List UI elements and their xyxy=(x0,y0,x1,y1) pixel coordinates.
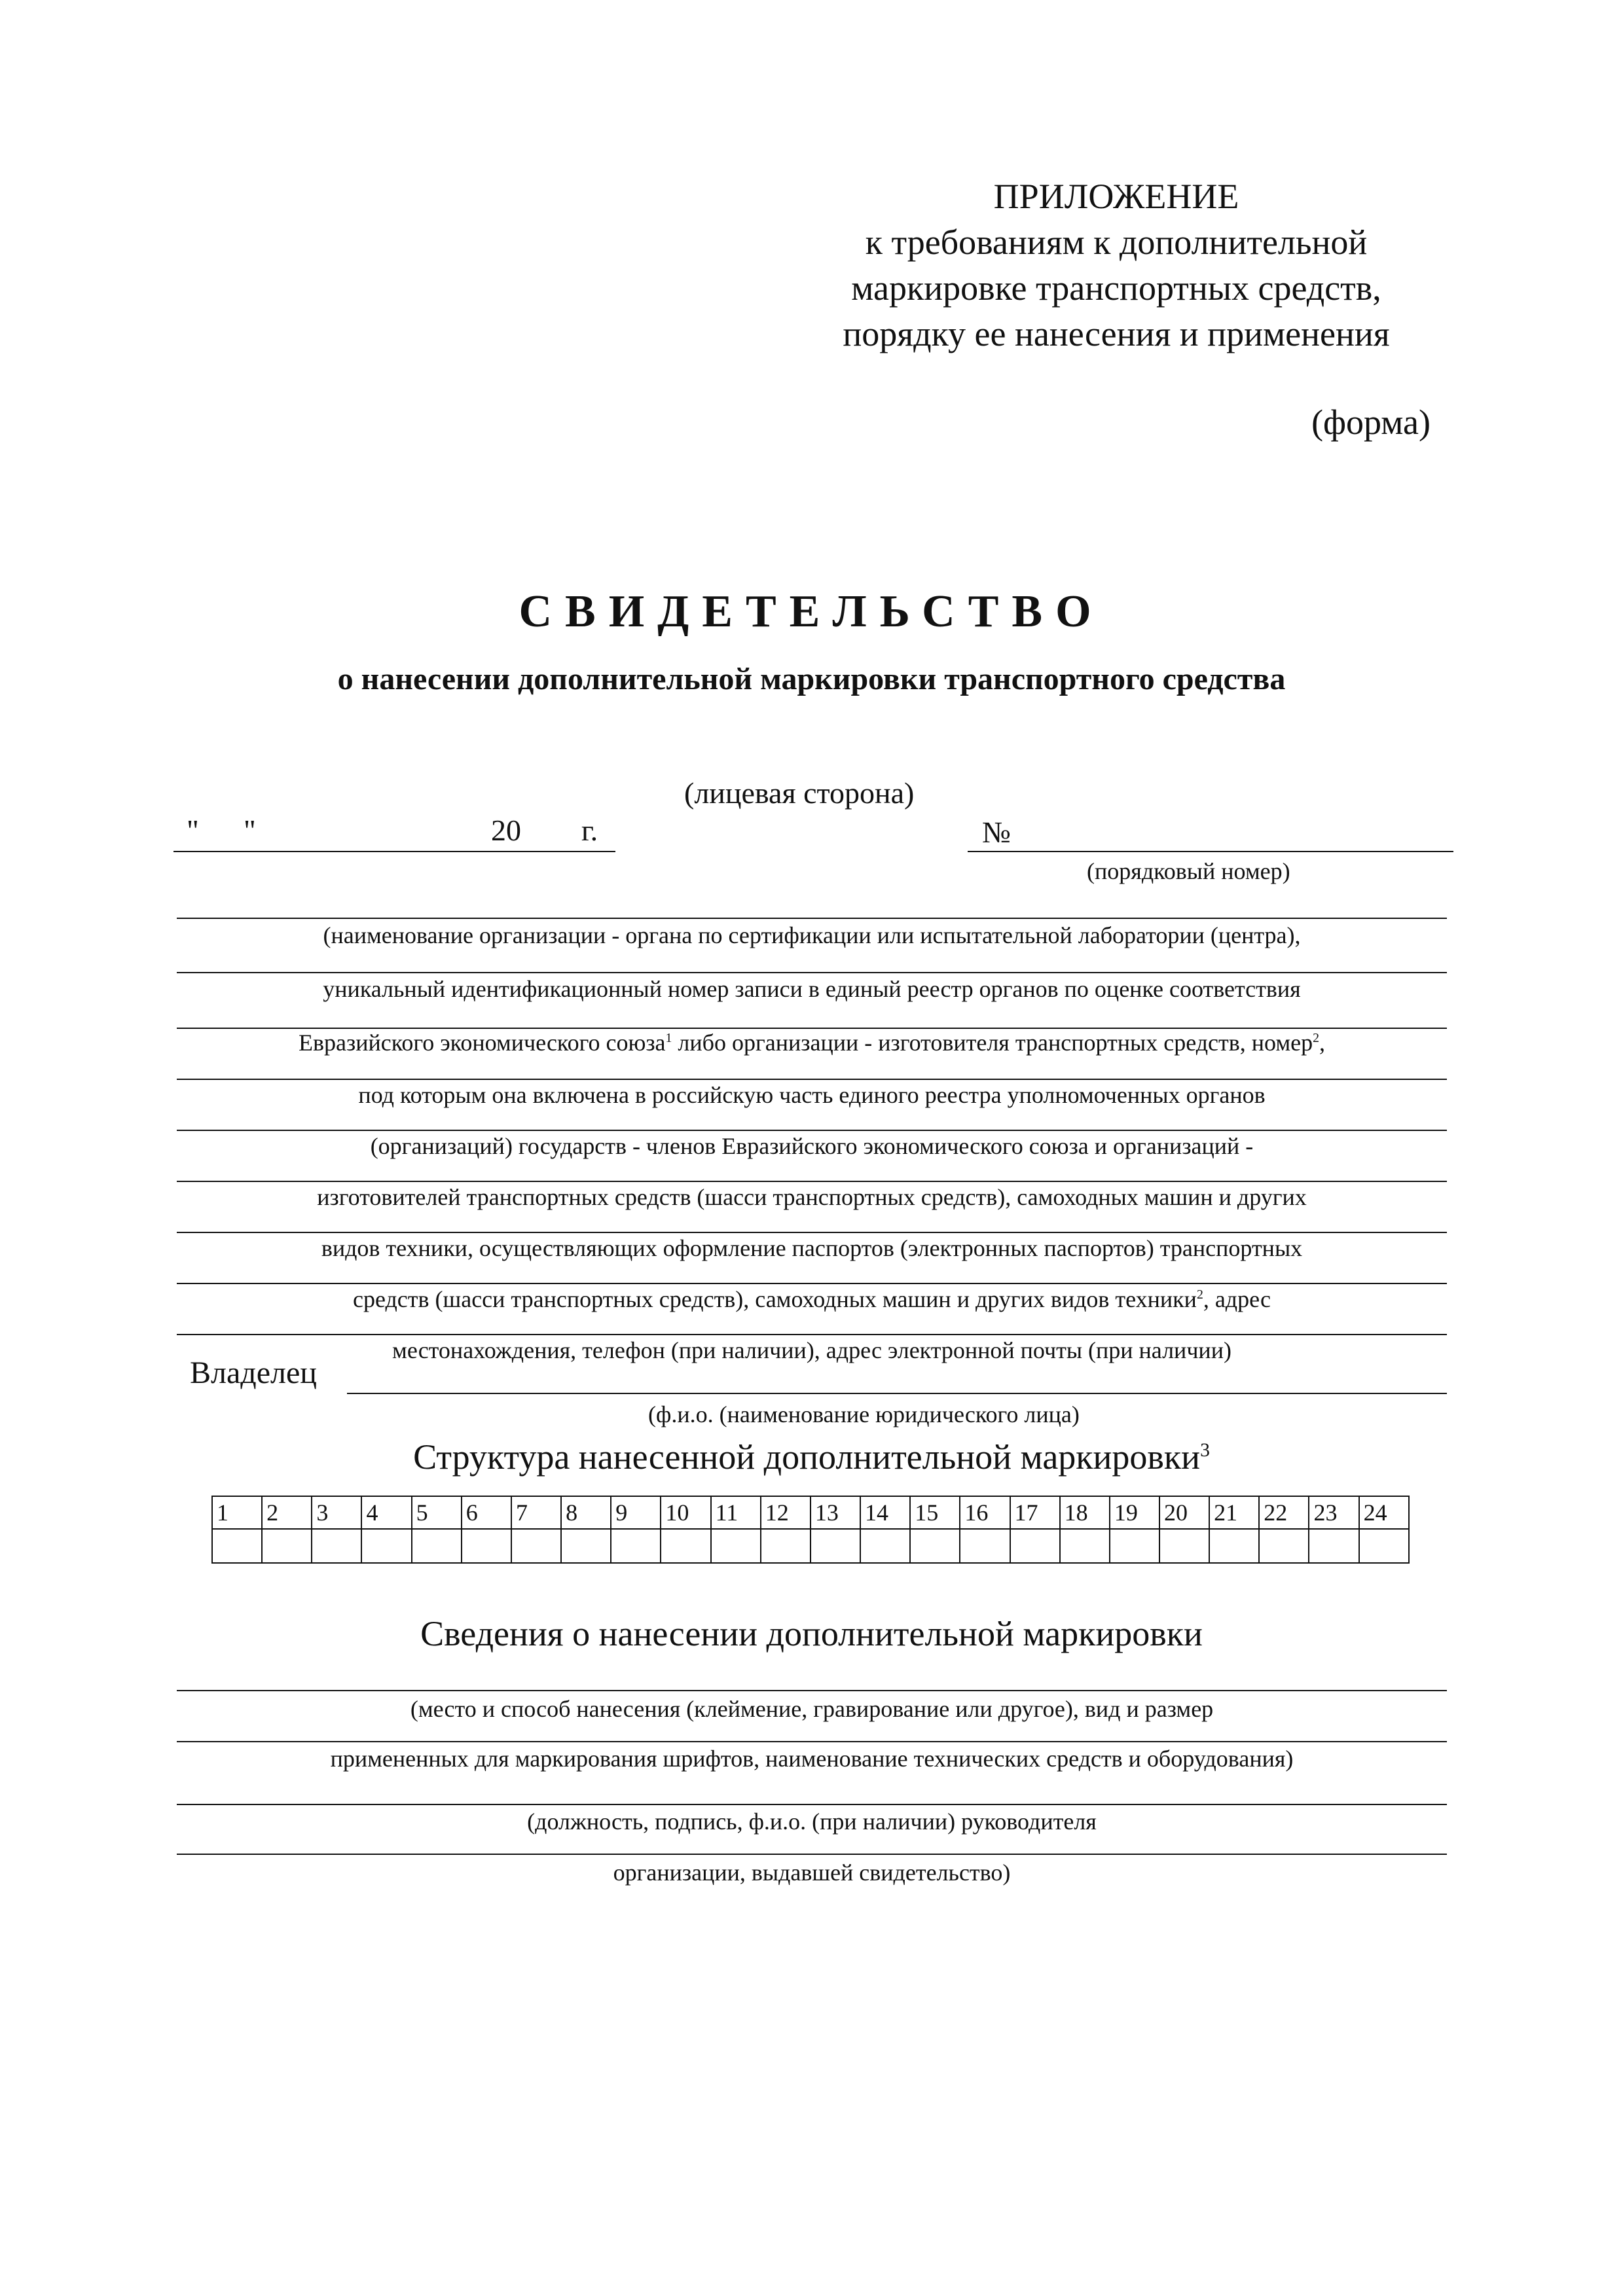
structure-column-number: 17 xyxy=(1010,1496,1060,1529)
signature-line-2[interactable] xyxy=(177,1854,1447,1855)
caption-8a: средств (шасси транспортных средств), самоходных машин и других видов техники xyxy=(353,1286,1197,1312)
appendix-line-1: к требованиям к дополнительной xyxy=(865,223,1368,262)
structure-column-number: 3 xyxy=(312,1496,361,1529)
structure-cell-input[interactable] xyxy=(511,1529,561,1563)
number-sign: № xyxy=(982,816,1011,849)
organization-caption-3 xyxy=(177,1029,1447,1056)
structure-cell-input[interactable] xyxy=(561,1529,611,1563)
structure-cell-input[interactable] xyxy=(312,1529,361,1563)
organization-caption-4: под которым она включена в российскую часть единого реестра уполномоченных органов xyxy=(358,1082,1266,1108)
owner-line[interactable] xyxy=(347,1393,1447,1394)
structure-column-number: 2 xyxy=(262,1496,312,1529)
footnote-ref-1: 1 xyxy=(665,1031,672,1045)
structure-cell-input[interactable] xyxy=(611,1529,661,1563)
structure-column-number: 4 xyxy=(361,1496,411,1529)
structure-cell-input[interactable] xyxy=(860,1529,910,1563)
structure-cell-input[interactable] xyxy=(1359,1529,1409,1563)
structure-column-number: 10 xyxy=(661,1496,710,1529)
structure-cell-input[interactable] xyxy=(212,1529,262,1563)
date-line[interactable] xyxy=(173,851,615,852)
organization-caption-6: изготовителей транспортных средств (шасси транспортных средств), самоходных машин и других xyxy=(317,1184,1307,1210)
info-caption-1: (место и способ нанесения (клеймение, гравирование или другое), вид и размер xyxy=(410,1696,1214,1722)
structure-column-number: 12 xyxy=(761,1496,811,1529)
appendix-line-3: порядку ее нанесения и применения xyxy=(843,314,1390,353)
organization-caption-5: (организаций) государств - членов Евразийского экономического союза и организаций - xyxy=(370,1133,1254,1159)
structure-column-number: 20 xyxy=(1159,1496,1209,1529)
info-line-2[interactable] xyxy=(177,1741,1447,1742)
structure-cell-input[interactable] xyxy=(811,1529,860,1563)
form-label: (форма) xyxy=(1311,403,1431,442)
number-line[interactable] xyxy=(968,851,1453,852)
appendix-header xyxy=(812,173,1421,357)
structure-cell-input[interactable] xyxy=(462,1529,511,1563)
structure-cell-input[interactable] xyxy=(1309,1529,1359,1563)
structure-header-row xyxy=(212,1496,1409,1529)
owner-label: Владелец xyxy=(190,1355,317,1390)
organization-line-9[interactable] xyxy=(177,1334,1447,1335)
info-caption-4: организации, выдавшей свидетельство) xyxy=(613,1859,1011,1886)
structure-column-number: 13 xyxy=(811,1496,860,1529)
structure-cell-input[interactable] xyxy=(1010,1529,1060,1563)
organization-caption-9: местонахождения, телефон (при наличии), адрес электронной почты (при наличии) xyxy=(392,1337,1231,1363)
number-caption: (порядковый номер) xyxy=(1087,858,1290,884)
signature-line[interactable] xyxy=(177,1804,1447,1805)
appendix-heading: ПРИЛОЖЕНИЕ xyxy=(993,177,1239,216)
organization-caption-7: видов техники, осуществляющих оформление паспортов (электронных паспортов) транспортных xyxy=(321,1235,1303,1261)
structure-column-number: 22 xyxy=(1259,1496,1309,1529)
side-label: (лицевая сторона) xyxy=(684,776,915,810)
appendix-line-2: маркировке транспортных средств, xyxy=(851,268,1381,308)
caption-3b: либо организации - изготовителя транспортных средств, номер xyxy=(678,1030,1313,1056)
organization-caption-1: (наименование организации - органа по сертификации или испытательной лаборатории (центра), xyxy=(323,922,1301,948)
structure-column-number: 8 xyxy=(561,1496,611,1529)
structure-cell-input[interactable] xyxy=(910,1529,960,1563)
structure-input-row xyxy=(212,1529,1409,1563)
organization-line-5[interactable] xyxy=(177,1130,1447,1131)
structure-column-number: 5 xyxy=(412,1496,462,1529)
footnote-ref-3: 3 xyxy=(1200,1440,1210,1461)
structure-cell-input[interactable] xyxy=(361,1529,411,1563)
caption-3a: Евразийского экономического союза xyxy=(299,1030,666,1056)
structure-cell-input[interactable] xyxy=(1110,1529,1159,1563)
structure-column-number: 1 xyxy=(212,1496,262,1529)
organization-line-7[interactable] xyxy=(177,1232,1447,1233)
structure-title-text: Структура нанесенной дополнительной маркировки xyxy=(413,1437,1201,1477)
structure-cell-input[interactable] xyxy=(960,1529,1010,1563)
structure-column-number: 19 xyxy=(1110,1496,1159,1529)
structure-column-number: 21 xyxy=(1209,1496,1259,1529)
caption-3-comma: , xyxy=(1319,1030,1325,1056)
organization-line-6[interactable] xyxy=(177,1181,1447,1182)
organization-line-8[interactable] xyxy=(177,1283,1447,1284)
structure-cell-input[interactable] xyxy=(761,1529,811,1563)
structure-column-number: 15 xyxy=(910,1496,960,1529)
date-quote-open: " xyxy=(187,814,199,847)
organization-caption-2: уникальный идентификационный номер записи в единый реестр органов по оценке соответствия xyxy=(323,976,1301,1002)
organization-line-4[interactable] xyxy=(177,1079,1447,1080)
structure-column-number: 23 xyxy=(1309,1496,1359,1529)
structure-cell-input[interactable] xyxy=(711,1529,761,1563)
structure-cell-input[interactable] xyxy=(1259,1529,1309,1563)
structure-column-number: 14 xyxy=(860,1496,910,1529)
structure-column-number: 9 xyxy=(611,1496,661,1529)
date-year-suffix: г. xyxy=(581,814,598,847)
structure-cell-input[interactable] xyxy=(412,1529,462,1563)
date-year-prefix: 20 xyxy=(491,814,521,847)
structure-cell-input[interactable] xyxy=(1209,1529,1259,1563)
structure-column-number: 11 xyxy=(711,1496,761,1529)
document-subtitle: о нанесении дополнительной маркировки транспортного средства xyxy=(337,662,1286,696)
document-title: СВИДЕТЕЛЬСТВО xyxy=(519,586,1104,637)
structure-column-number: 7 xyxy=(511,1496,561,1529)
organization-line-1[interactable] xyxy=(177,918,1447,919)
date-quote-close: " xyxy=(244,814,256,847)
structure-cell-input[interactable] xyxy=(1159,1529,1209,1563)
info-line-1[interactable] xyxy=(177,1690,1447,1691)
structure-column-number: 24 xyxy=(1359,1496,1409,1529)
organization-caption-8 xyxy=(177,1285,1447,1313)
structure-title xyxy=(0,1437,1623,1477)
structure-cell-input[interactable] xyxy=(1060,1529,1110,1563)
structure-cell-input[interactable] xyxy=(661,1529,710,1563)
structure-column-number: 16 xyxy=(960,1496,1010,1529)
info-title: Сведения о нанесении дополнительной маркировки xyxy=(420,1614,1203,1653)
info-caption-3: (должность, подпись, ф.и.о. (при наличии) руководителя xyxy=(527,1808,1097,1835)
structure-column-number: 18 xyxy=(1060,1496,1110,1529)
info-caption-2: примененных для маркирования шрифтов, наименование технических средств и оборудования) xyxy=(330,1746,1294,1772)
footnote-ref-2b: 2 xyxy=(1196,1287,1203,1302)
caption-8b: , адрес xyxy=(1203,1286,1271,1312)
footnote-ref-2: 2 xyxy=(1313,1031,1319,1045)
structure-column-number: 6 xyxy=(462,1496,511,1529)
owner-caption: (ф.и.о. (наименование юридического лица) xyxy=(648,1401,1080,1427)
structure-cell-input[interactable] xyxy=(262,1529,312,1563)
organization-line-2[interactable] xyxy=(177,972,1447,973)
structure-table xyxy=(211,1496,1410,1564)
